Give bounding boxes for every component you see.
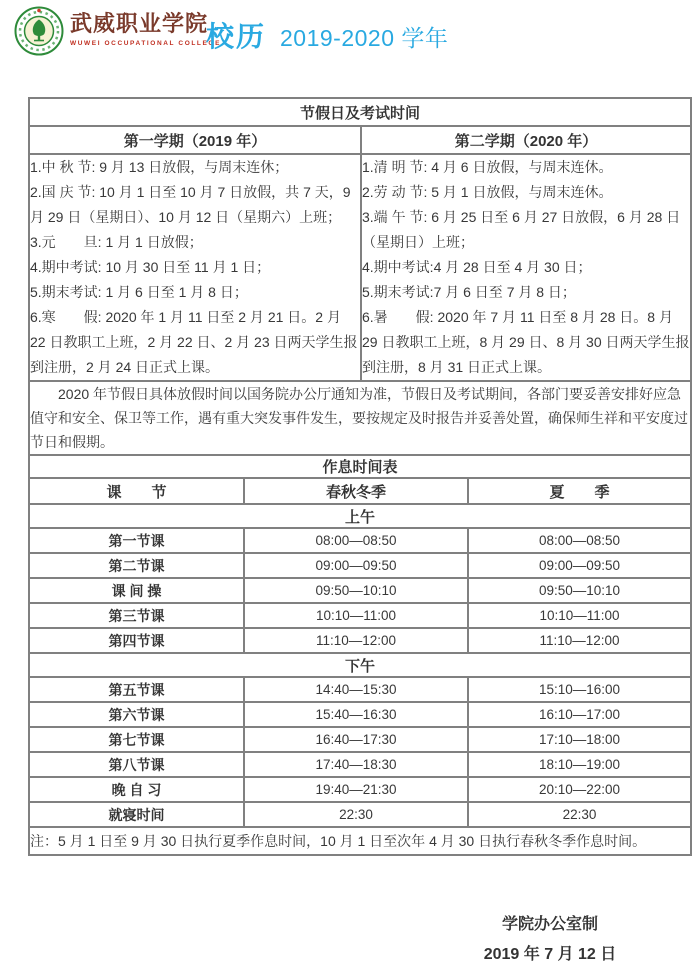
- morning-section-label: 上午: [29, 504, 691, 528]
- holiday-item: 4.期中考试:4 月 28 日至 4 月 30 日；: [362, 259, 592, 275]
- table-row: [29, 578, 691, 603]
- summer-time: 17:10—18:00: [468, 727, 691, 752]
- table-row: [29, 702, 691, 727]
- period-label: 第一节课: [29, 528, 244, 553]
- column-header-summer-season: 夏 季: [468, 478, 691, 504]
- table-row: [29, 603, 691, 628]
- holiday-item: 3.元 旦: 1 月 1 日放假；: [30, 234, 203, 250]
- table-row: [29, 777, 691, 802]
- period-label: 课 间 操: [29, 578, 244, 603]
- table-row: [29, 653, 691, 677]
- summer-time: 16:10—17:00: [468, 702, 691, 727]
- tables-container: [28, 97, 690, 856]
- period-label: 第三节课: [29, 603, 244, 628]
- holiday-item: 6.寒 假: 2020 年 1 月 11 日至 2 月 21 日。2 月 22 日教职工上班，2 月 22 日、2 月 23 日两天学生报到注册，2 月 24 日正式上课。: [30, 309, 358, 375]
- semester2-header: 第二学期（2020 年）: [361, 126, 691, 154]
- table-row: [29, 677, 691, 702]
- table-row: [29, 727, 691, 752]
- title-main: 校历: [206, 21, 267, 52]
- table-row: [29, 381, 691, 455]
- summer-time: 22:30: [468, 802, 691, 827]
- schedule-section-title: 作息时间表: [29, 455, 691, 478]
- regular-time: 22:30: [244, 802, 468, 827]
- document-header: [0, 0, 698, 70]
- period-label: 第六节课: [29, 702, 244, 727]
- holiday-item: 1.清 明 节: 4 月 6 日放假，与周末连休。: [362, 159, 613, 175]
- regular-time: 09:50—10:10: [244, 578, 468, 603]
- footer-date: 2019 年 7 月 12 日: [483, 946, 617, 963]
- title-academic-year: 2019-2020 学年: [280, 25, 449, 51]
- document-title: [206, 15, 448, 55]
- college-seal-icon: [14, 6, 64, 56]
- table-row: [29, 126, 691, 154]
- period-label: 第四节课: [29, 628, 244, 653]
- period-label: 第八节课: [29, 752, 244, 777]
- holidays-notice-cell: [29, 381, 691, 455]
- semester1-holidays-cell: [29, 154, 361, 381]
- holiday-item: 2.劳 动 节: 5 月 1 日放假，与周末连休。: [362, 184, 613, 200]
- document-footer: [428, 910, 672, 970]
- table-row: [29, 504, 691, 528]
- schedule-note: 注：5 月 1 日至 9 月 30 日执行夏季作息时间，10 月 1 日至次年 4 月 30 日执行春秋冬季作息时间。: [29, 827, 691, 855]
- regular-time: 14:40—15:30: [244, 677, 468, 702]
- summer-time: 08:00—08:50: [468, 528, 691, 553]
- holiday-item: 5.期末考试: 1 月 6 日至 1 月 8 日；: [30, 284, 248, 300]
- summer-time: 15:10—16:00: [468, 677, 691, 702]
- table-row: [29, 802, 691, 827]
- holidays-table: [28, 97, 692, 456]
- table-row: [29, 827, 691, 855]
- period-label: 第二节课: [29, 553, 244, 578]
- column-header-period: 课 节: [29, 478, 244, 504]
- table-row: [29, 752, 691, 777]
- regular-time: 19:40—21:30: [244, 777, 468, 802]
- summer-time: 11:10—12:00: [468, 628, 691, 653]
- regular-time: 11:10—12:00: [244, 628, 468, 653]
- holiday-item: 2.国 庆 节: 10 月 1 日至 10 月 7 日放假，共 7 天，9 月 29 日（星期日）、10 月 12 日（星期六）上班；: [30, 184, 351, 225]
- footer-issuer: 学院办公室制: [501, 916, 598, 933]
- holiday-item: 4.期中考试: 10 月 30 日至 11 月 1 日；: [30, 259, 271, 275]
- regular-time: 08:00—08:50: [244, 528, 468, 553]
- table-row: [29, 628, 691, 653]
- summer-time: 18:10—19:00: [468, 752, 691, 777]
- holiday-item: 6.暑 假: 2020 年 7 月 11 日至 8 月 28 日。8 月 29 日教职工上班，8 月 29 日、8 月 30 日两天学生报到注册，8 月 31 日正式上课。: [362, 309, 690, 375]
- period-label: 就寝时间: [29, 802, 244, 827]
- table-row: [29, 154, 691, 381]
- period-label: 晚 自 习: [29, 777, 244, 802]
- regular-time: 09:00—09:50: [244, 553, 468, 578]
- table-row: [29, 455, 691, 478]
- summer-time: 20:10—22:00: [468, 777, 691, 802]
- period-label: 第五节课: [29, 677, 244, 702]
- college-name-en: WUWEI OCCUPATIONAL COLLEGE: [70, 40, 222, 47]
- schedule-table: [28, 454, 692, 856]
- college-name-block: [70, 11, 220, 47]
- table-row: [29, 478, 691, 504]
- regular-time: 10:10—11:00: [244, 603, 468, 628]
- summer-time: 09:00—09:50: [468, 553, 691, 578]
- college-name-zh: 武威职业学院: [70, 11, 209, 36]
- table-row: [29, 98, 691, 126]
- period-label: 第七节课: [29, 727, 244, 752]
- holiday-item: 3.端 午 节: 6 月 25 日至 6 月 27 日放假，6 月 28 日（星期日）上班；: [362, 209, 681, 250]
- column-header-regular-season: 春秋冬季: [244, 478, 468, 504]
- holidays-notice-text: 2020 年节假日具体放假时间以国务院办公厅通知为准，节假日及考试期间，各部门要妥善安排好应急值守和安全、保卫等工作，遇有重大突发事件发生，要按规定及时报告并妥善处置，确保师生祥和平安度过节日和假期。: [30, 386, 688, 450]
- regular-time: 16:40—17:30: [244, 727, 468, 752]
- regular-time: 15:40—16:30: [244, 702, 468, 727]
- holidays-section-title: 节假日及考试时间: [29, 98, 691, 126]
- semester1-header: 第一学期（2019 年）: [29, 126, 361, 154]
- afternoon-section-label: 下午: [29, 653, 691, 677]
- regular-time: 17:40—18:30: [244, 752, 468, 777]
- summer-time: 09:50—10:10: [468, 578, 691, 603]
- table-row: [29, 553, 691, 578]
- table-row: [29, 528, 691, 553]
- summer-time: 10:10—11:00: [468, 603, 691, 628]
- holiday-item: 5.期末考试:7 月 6 日至 7 月 8 日；: [362, 284, 576, 300]
- holiday-item: 1.中 秋 节: 9 月 13 日放假，与周末连休；: [30, 159, 289, 175]
- semester2-holidays-cell: [361, 154, 691, 381]
